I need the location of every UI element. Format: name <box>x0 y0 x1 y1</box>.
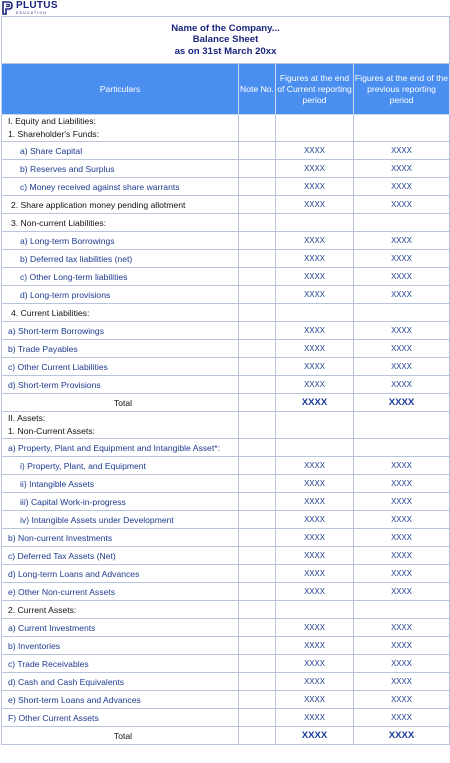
row-label: a) Short-term Borrowings <box>2 322 239 340</box>
col-previous: Figures at the end of the previous reporting period <box>354 64 450 115</box>
row-previous: XXXX <box>354 178 450 196</box>
row-label: b) Inventories <box>2 637 239 655</box>
row-label: e) Other Non-current Assets <box>2 583 239 601</box>
table-row <box>2 601 450 619</box>
row-label: i) Property, Plant, and Equipment <box>2 457 239 475</box>
row-label: d) Cash and Cash Equivalents <box>2 673 239 691</box>
row-label: d) Long-term provisions <box>2 286 239 304</box>
row-label: e) Short-term Loans and Advances <box>2 691 239 709</box>
table-row <box>2 619 450 637</box>
row-label: a) Share Capital <box>2 142 239 160</box>
table-row <box>2 178 450 196</box>
header-row <box>2 64 450 115</box>
table-row <box>2 529 450 547</box>
row-current: XXXX <box>276 142 354 160</box>
total-row-assets <box>2 727 450 745</box>
row-current: XXXX <box>276 358 354 376</box>
row-label: a) Current Investments <box>2 619 239 637</box>
row-previous: XXXX <box>354 655 450 673</box>
plutus-logo <box>0 0 58 16</box>
row-current: XXXX <box>276 232 354 250</box>
row-label: b) Trade Payables <box>2 340 239 358</box>
row-current: XXXX <box>276 547 354 565</box>
total-previous: XXXX <box>354 727 450 745</box>
section-subheading: 1. Shareholder's Funds: <box>8 129 99 139</box>
row-current: XXXX <box>276 196 354 214</box>
table-row <box>2 322 450 340</box>
table-row <box>2 358 450 376</box>
row-current: XXXX <box>276 160 354 178</box>
row-current <box>276 214 354 232</box>
plutus-logo-icon <box>2 1 13 15</box>
row-current: XXXX <box>276 619 354 637</box>
section-heading: I. Equity and Liabilities: <box>8 116 96 126</box>
row-label: 3. Non-current Liabilities: <box>2 214 239 232</box>
row-previous <box>354 214 450 232</box>
table-row <box>2 268 450 286</box>
row-label: ii) Intangible Assets <box>2 475 239 493</box>
row-current: XXXX <box>276 655 354 673</box>
total-current: XXXX <box>276 727 354 745</box>
table-row <box>2 583 450 601</box>
section-heading: II. Assets: <box>8 413 46 423</box>
row-previous: XXXX <box>354 583 450 601</box>
row-previous: XXXX <box>354 232 450 250</box>
row-label: 4. Current Liabilities: <box>2 304 239 322</box>
row-current: XXXX <box>276 511 354 529</box>
row-previous <box>354 439 450 457</box>
row-previous: XXXX <box>354 457 450 475</box>
table-row <box>2 511 450 529</box>
total-row-liabilities <box>2 394 450 412</box>
table-row <box>2 286 450 304</box>
statement-name: Balance Sheet <box>192 34 259 46</box>
row-previous: XXXX <box>354 529 450 547</box>
table-row <box>2 214 450 232</box>
total-previous: XXXX <box>354 394 450 412</box>
row-previous: XXXX <box>354 709 450 727</box>
row-previous: XXXX <box>354 619 450 637</box>
row-label: c) Other Current Liabilities <box>2 358 239 376</box>
statement-title <box>2 17 450 64</box>
row-label: 2. Current Assets: <box>2 601 239 619</box>
table-row <box>2 493 450 511</box>
row-previous: XXXX <box>354 160 450 178</box>
row-label: F) Other Current Assets <box>2 709 239 727</box>
row-previous: XXXX <box>354 376 450 394</box>
row-previous <box>354 601 450 619</box>
row-label: d) Long-term Loans and Advances <box>2 565 239 583</box>
row-previous: XXXX <box>354 475 450 493</box>
row-current: XXXX <box>276 709 354 727</box>
row-previous: XXXX <box>354 493 450 511</box>
table-row <box>2 250 450 268</box>
row-current: XXXX <box>276 340 354 358</box>
row-previous: XXXX <box>354 196 450 214</box>
section-assets <box>2 412 450 439</box>
section-equity-liabilities <box>2 115 450 142</box>
row-previous: XXXX <box>354 673 450 691</box>
row-label: c) Trade Receivables <box>2 655 239 673</box>
total-current: XXXX <box>276 394 354 412</box>
table-row <box>2 691 450 709</box>
row-label: c) Other Long-term liabilities <box>2 268 239 286</box>
col-current: Figures at the end of Current reporting period <box>276 64 354 115</box>
table-row <box>2 655 450 673</box>
table-row <box>2 142 450 160</box>
row-label: d) Short-term Provisions <box>2 376 239 394</box>
table-row <box>2 457 450 475</box>
row-current <box>276 601 354 619</box>
brand-name: PLUTUS <box>16 0 58 11</box>
row-label: b) Reserves and Surplus <box>2 160 239 178</box>
row-previous: XXXX <box>354 286 450 304</box>
row-label: iv) Intangible Assets under Development <box>2 511 239 529</box>
row-previous <box>354 304 450 322</box>
row-previous: XXXX <box>354 322 450 340</box>
table-row <box>2 637 450 655</box>
row-current: XXXX <box>276 691 354 709</box>
section-subheading: 1. Non-Current Assets: <box>8 426 95 436</box>
row-current: XXXX <box>276 178 354 196</box>
row-current: XXXX <box>276 673 354 691</box>
row-current: XXXX <box>276 493 354 511</box>
row-previous: XXXX <box>354 358 450 376</box>
table-row <box>2 475 450 493</box>
row-previous: XXXX <box>354 547 450 565</box>
table-row <box>2 673 450 691</box>
row-label: b) Deferred tax liabilities (net) <box>2 250 239 268</box>
col-particulars: Particulars <box>2 64 239 115</box>
balance-sheet-table <box>1 16 450 745</box>
table-row <box>2 376 450 394</box>
title-row <box>2 17 450 64</box>
row-current: XXXX <box>276 322 354 340</box>
table-row <box>2 160 450 178</box>
table-row <box>2 196 450 214</box>
brand-tagline: EDUCATION <box>16 10 48 15</box>
row-current: XXXX <box>276 376 354 394</box>
row-current <box>276 439 354 457</box>
row-current: XXXX <box>276 637 354 655</box>
row-current: XXXX <box>276 268 354 286</box>
table-row <box>2 340 450 358</box>
company-name: Name of the Company... <box>171 22 280 34</box>
row-previous: XXXX <box>354 250 450 268</box>
balance-sheet <box>1 16 449 745</box>
table-row <box>2 547 450 565</box>
row-current: XXXX <box>276 529 354 547</box>
row-current: XXXX <box>276 457 354 475</box>
table-row <box>2 304 450 322</box>
table-row <box>2 565 450 583</box>
row-previous: XXXX <box>354 637 450 655</box>
statement-date: as on 31st March 20xx <box>174 45 277 57</box>
row-previous: XXXX <box>354 565 450 583</box>
row-label: c) Money received against share warrants <box>2 178 239 196</box>
row-previous: XXXX <box>354 268 450 286</box>
row-current <box>276 304 354 322</box>
row-previous: XXXX <box>354 340 450 358</box>
table-row <box>2 709 450 727</box>
row-label: a) Property, Plant and Equipment and Intangible Asset*: <box>2 439 239 457</box>
table-row <box>2 439 450 457</box>
row-current: XXXX <box>276 475 354 493</box>
col-note: Note No. <box>239 64 276 115</box>
table-row <box>2 232 450 250</box>
row-label: b) Non-current Investments <box>2 529 239 547</box>
total-label: Total <box>2 727 239 745</box>
row-current: XXXX <box>276 583 354 601</box>
row-current: XXXX <box>276 286 354 304</box>
row-current: XXXX <box>276 565 354 583</box>
row-label: c) Deferred Tax Assets (Net) <box>2 547 239 565</box>
row-previous: XXXX <box>354 142 450 160</box>
row-label: 2. Share application money pending allotment <box>2 196 239 214</box>
row-current: XXXX <box>276 250 354 268</box>
row-previous: XXXX <box>354 511 450 529</box>
row-label: a) Long-term Borrowings <box>2 232 239 250</box>
total-label: Total <box>2 394 239 412</box>
row-label: iii) Capital Work-in-progress <box>2 493 239 511</box>
row-previous: XXXX <box>354 691 450 709</box>
